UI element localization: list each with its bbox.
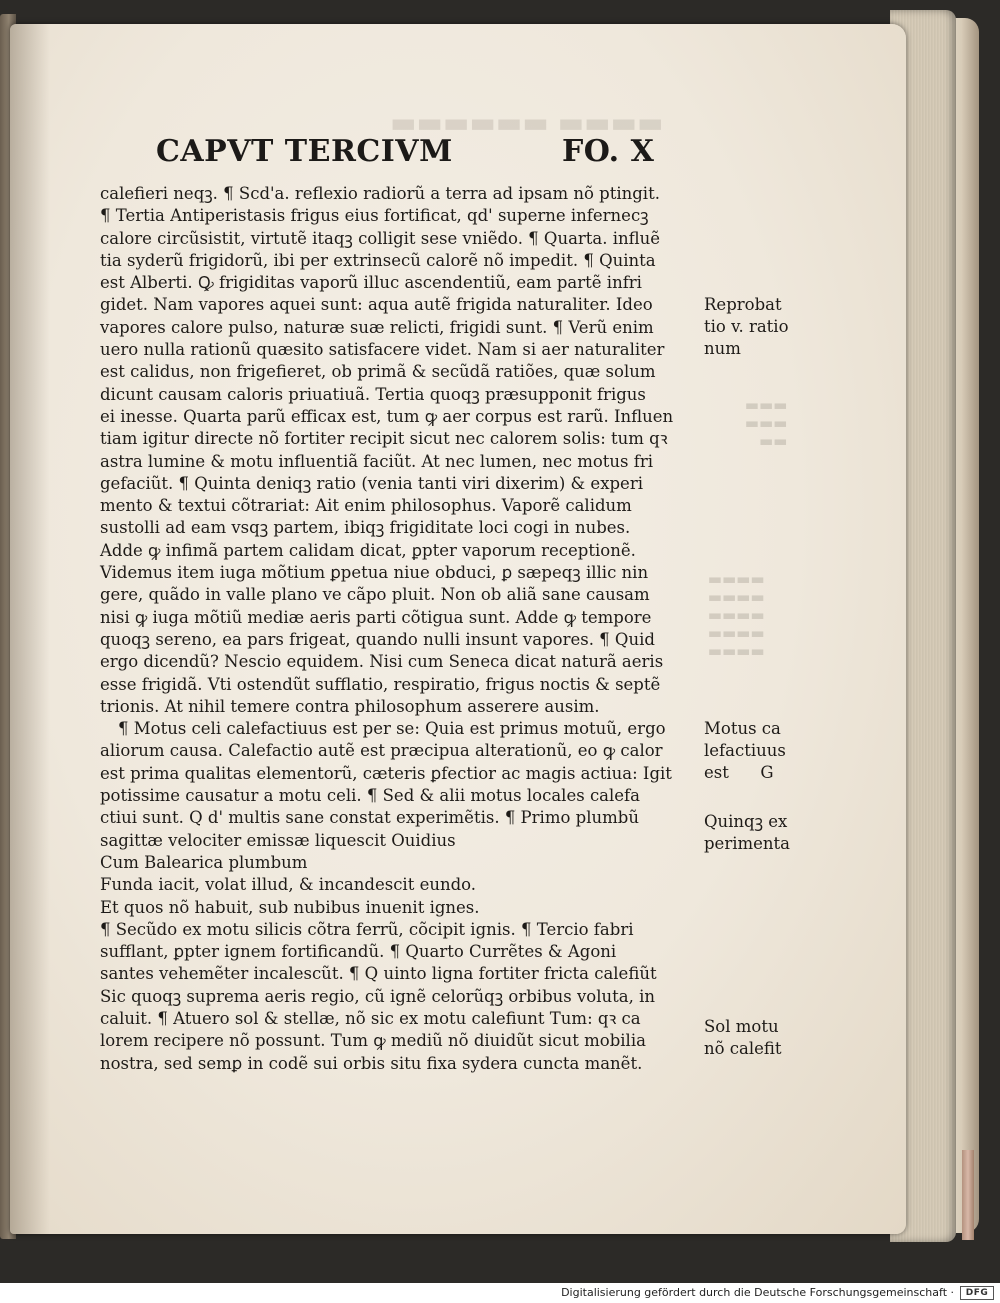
text-line: tia syderũ frigidorũ, ibi per extrinsecũ calorẽ nõ impedit. ¶ Quinta bbox=[100, 250, 656, 270]
text-line: ¶ Tertia Antiperistasis frigus eius fortificat, qd' superne infernecꝫ bbox=[100, 206, 649, 226]
text-line: ¶ Motus celi calefactiuus est per se: Quia est primus motuũ, ergo bbox=[118, 719, 666, 739]
marginal-note-quinque: Quinqꝫ ex perimenta bbox=[704, 812, 790, 853]
text-line: caluit. ¶ Atuero sol & stellæ, nõ sic ex motu calefiunt Tum: qꝛ ca bbox=[100, 1008, 641, 1028]
footer-bar bbox=[0, 1283, 1000, 1303]
verse-line: Et quos nõ habuit, sub nubibus inuenit ignes. bbox=[100, 897, 480, 917]
funding-notice: Digitalisierung gefördert durch die Deutsche Forschungsgemeinschaft · bbox=[561, 1286, 954, 1299]
text-line: ¶ Secũdo ex motu silicis cõtra ferrũ, cõcipit ignis. ¶ Tercio fabri bbox=[100, 919, 634, 939]
text-line: santes vehemẽter incalescũt. ¶ Q uinto ligna fortiter fricta calefiũt bbox=[100, 964, 657, 984]
text-line: quoqꝫ sereno, ea pars frigeat, quando nulli insunt vapores. ¶ Quid bbox=[100, 629, 655, 649]
text-line: vapores calore pulso, naturæ suæ relicti, frigidi sunt. ¶ Verũ enim bbox=[100, 317, 654, 337]
text-line: uero nulla rationũ quæsito satisfacere videt. Nam si aer naturaliter bbox=[100, 340, 665, 360]
bookmark-ribbon bbox=[962, 1150, 974, 1240]
text-line: dicunt causam caloris priuatiuã. Tertia quoqꝫ præsupponit frigus bbox=[100, 384, 646, 404]
text-line: nisi ꝙ iuga mõtiũ mediæ aeris parti cõtigua sunt. Adde ꝙ tempore bbox=[100, 607, 652, 627]
text-line: calore circũsistit, virtutẽ itaqꝫ colligit sese vniẽdo. ¶ Quarta. influẽ bbox=[100, 228, 661, 248]
verse-line: Cum Balearica plumbum bbox=[100, 852, 308, 872]
text-line: mento & textui cõtrariat: Ait enim philosophus. Vaporẽ calidum bbox=[100, 496, 632, 516]
running-header-title: CAPVT TERCIVM bbox=[156, 134, 453, 169]
text-line: est Alberti. Ꝙ frigiditas vaporũ illuc ascendentiũ, eam partẽ infri bbox=[100, 273, 642, 293]
text-line: ctiui sunt. Q d' multis sane constat experimẽtis. ¶ Primo plumbũ bbox=[100, 808, 639, 828]
text-line: ei inesse. Quarta parũ efficax est, tum ꝙ aer corpus est rarũ. Influen bbox=[100, 406, 674, 426]
text-line: Adde ꝙ infimã partem calidam dicat, ꝑpter vaporum receptionẽ. bbox=[100, 540, 636, 560]
text-line: ergo dicendũ? Nescio equidem. Nisi cum Seneca dicat naturã aeris bbox=[100, 652, 664, 672]
text-line: aliorum causa. Calefactio autẽ est præcipua alterationũ, eo ꝙ calor bbox=[100, 741, 663, 761]
show-through-marginal: ▬▬▬▬ ▬▬▬▬ ▬▬▬▬ ▬▬▬▬ ▬▬▬▬ bbox=[708, 570, 765, 660]
show-through-marginal: ▬▬▬ ▬▬▬ ▬▬ bbox=[745, 396, 788, 450]
text-line: trionis. At nihil temere contra philosophum asserere ausim. bbox=[100, 696, 600, 716]
text-line: tiam igitur directe nõ fortiter recipit sicut nec calorem solis: tum qꝛ bbox=[100, 429, 668, 449]
text-line: gidet. Nam vapores aquei sunt: aqua autẽ frigida naturaliter. Ideo bbox=[100, 295, 653, 315]
text-line: nostra, sed semꝑ in codẽ sui orbis situ fixa sydera cuncta manẽt. bbox=[100, 1053, 643, 1073]
text-line: lorem recipere nõ possunt. Tum ꝙ mediũ nõ diuidũt sicut mobilia bbox=[100, 1031, 646, 1051]
text-line: sufflant, ꝑpter ignem fortificandũ. ¶ Quarto Currẽtes & Agoni bbox=[100, 942, 617, 962]
text-line: sustolli ad eam vsqꝫ partem, ibiqꝫ frigiditate loci cogi in nubes. bbox=[100, 518, 631, 538]
text-line: est prima qualitas elementorũ, cæteris ꝑfectior ac magis actiua: Igit bbox=[100, 763, 672, 783]
text-line: Sic quoqꝫ suprema aeris regio, cũ ignẽ celorũqꝫ orbibus voluta, in bbox=[100, 986, 655, 1006]
marginal-note-reprobatio: Reprobat tio v. ratio num bbox=[704, 295, 789, 358]
marginal-note-motus: Motus ca lefactiuus est G bbox=[704, 719, 786, 782]
main-text-block bbox=[100, 183, 690, 1075]
marginal-note-sol: Sol motu nõ calefit bbox=[704, 1017, 782, 1058]
dfg-logo: DFG bbox=[960, 1286, 994, 1300]
text-line: est calidus, non frigefieret, ob primã & secũdã ratiões, quæ solum bbox=[100, 362, 656, 382]
text-line: calefieri neqꝫ. ¶ Scd'a. reflexio radiorũ a terra ad ipsam nõ ptingit. bbox=[100, 184, 660, 203]
text-line: sagittæ velociter emissæ liquescit Ouidius bbox=[100, 830, 456, 850]
text-line: gefaciũt. ¶ Quinta deniqꝫ ratio (venia tanti viri dixerim) & experi bbox=[100, 473, 643, 493]
page-gutter-shadow bbox=[10, 24, 50, 1234]
text-line: gere, quãdo in valle plano ve cãpo pluit. Non ob aliã sane causam bbox=[100, 585, 650, 605]
text-line: astra lumine & motu influentiã faciũt. At nec lumen, nec motus fri bbox=[100, 451, 654, 471]
show-through-heading: ▬▬▬▬ ▬▬▬▬▬▬ bbox=[390, 106, 664, 139]
folio-number: FO. X bbox=[562, 134, 655, 169]
verse-line: Funda iacit, volat illud, & incandescit eundo. bbox=[100, 875, 477, 895]
text-line: esse frigidã. Vti ostendũt sufflatio, respiratio, frigus noctis & septẽ bbox=[100, 674, 661, 694]
text-line: Videmus item iuga mõtium ꝑpetua niue obduci, ꝑ sæpeqꝫ illic nin bbox=[100, 563, 649, 583]
text-line: potissime causatur a motu celi. ¶ Sed & alii motus locales calefa bbox=[100, 786, 641, 806]
